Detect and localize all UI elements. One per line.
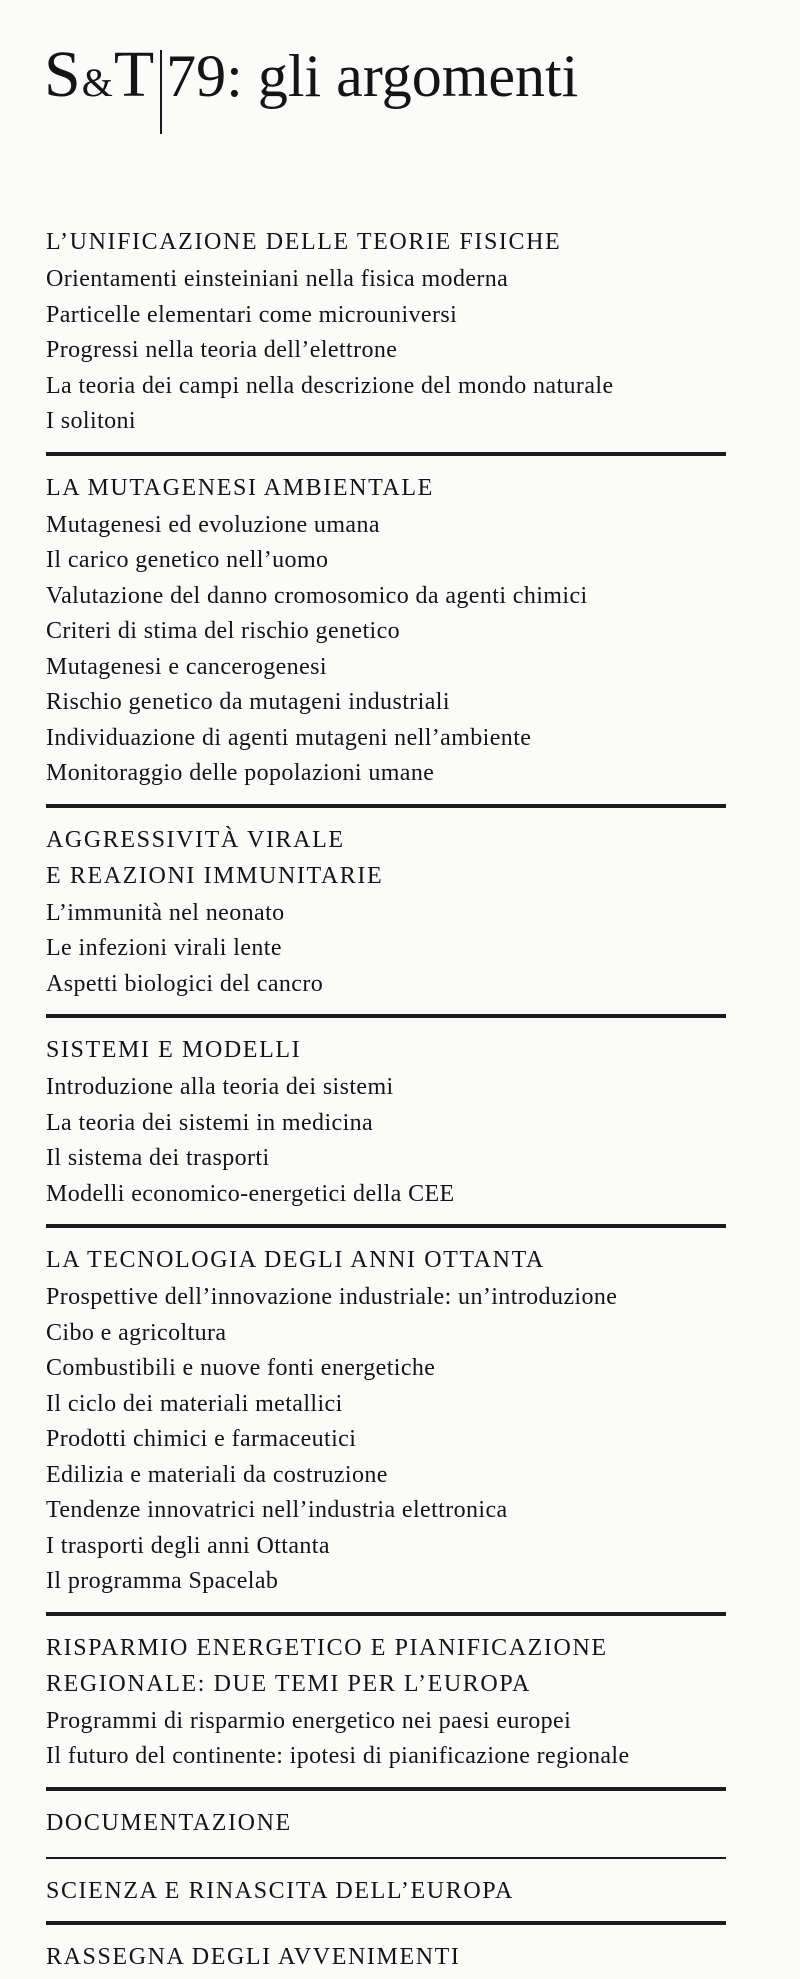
- section-item: Il programma Spacelab: [46, 1568, 279, 1594]
- masthead-divider: [160, 50, 162, 134]
- section-item: Aspetti biologici del cancro: [46, 970, 324, 997]
- masthead-s: S: [44, 38, 81, 111]
- section-item: La teoria dei sistemi in medicina: [46, 1109, 374, 1136]
- section-item: I solitoni: [46, 408, 137, 434]
- topic-section: [46, 1805, 726, 1841]
- section-title: SCIENZA E RINASCITA DELL’EUROPA: [46, 1877, 514, 1904]
- section-title: LA MUTAGENESI AMBIENTALE: [46, 474, 434, 501]
- section-divider: [46, 804, 726, 808]
- section-item: Combustibili e nuove fonti energetiche: [46, 1355, 436, 1381]
- section-item: Individuazione di agenti mutageni nell’ambiente: [46, 724, 532, 751]
- section-item: Monitoraggio delle popolazioni umane: [46, 760, 435, 786]
- section-item: Progressi nella teoria dell’elettrone: [46, 337, 398, 363]
- topic-section: [46, 822, 726, 1003]
- masthead: [44, 38, 579, 126]
- section-item: Edilizia e materiali da costruzione: [46, 1461, 388, 1488]
- section-title: DOCUMENTAZIONE: [46, 1809, 292, 1836]
- section-title: L’UNIFICAZIONE DELLE TEORIE FISICHE: [46, 229, 562, 255]
- section-item: Valutazione del danno cromosomico da agenti chimici: [46, 582, 588, 609]
- section-title: RISPARMIO ENERGETICO E PIANIFICAZIONE: [46, 1634, 608, 1661]
- topic-section: [46, 224, 726, 440]
- section-title: RASSEGNA DEGLI AVVENIMENTI: [46, 1943, 461, 1970]
- section-title: E REAZIONI IMMUNITARIE: [46, 862, 384, 889]
- masthead-number: 79: [166, 43, 227, 109]
- section-divider: [46, 1787, 726, 1791]
- section-divider: [46, 1014, 726, 1018]
- section-item: I trasporti degli anni Ottanta: [46, 1532, 330, 1559]
- section-item: Particelle elementari come microuniversi: [46, 301, 458, 328]
- section-item: Criteri di stima del rischio genetico: [46, 618, 401, 644]
- section-item: Tendenze innovatrici nell’industria elettronica: [46, 1497, 508, 1523]
- section-item: Introduzione alla teoria dei sistemi: [46, 1074, 394, 1100]
- section-item: Mutagenesi e cancerogenesi: [46, 653, 327, 680]
- section-item: Cibo e agricoltura: [46, 1319, 227, 1346]
- section-item: Le infezioni virali lente: [46, 935, 282, 961]
- section-item: Programmi di risparmio energetico nei paesi europei: [46, 1707, 572, 1734]
- section-item: Rischio genetico da mutageni industriali: [46, 689, 450, 715]
- topic-section: [46, 1873, 726, 1909]
- section-divider: [46, 452, 726, 456]
- section-item: Mutagenesi ed evoluzione umana: [46, 511, 380, 538]
- section-divider: [46, 1224, 726, 1228]
- section-item: L’immunità nel neonato: [46, 899, 285, 926]
- topic-section: [46, 1032, 726, 1212]
- masthead-subtitle: : gli argomenti: [226, 43, 579, 109]
- section-title: SISTEMI E MODELLI: [46, 1037, 302, 1063]
- topic-section: [46, 1939, 726, 1975]
- topic-section: [46, 470, 726, 792]
- section-item: Il futuro del continente: ipotesi di pianificazione regionale: [46, 1743, 630, 1769]
- section-item: La teoria dei campi nella descrizione del mondo naturale: [46, 372, 614, 399]
- section-item: Il sistema dei trasporti: [46, 1145, 270, 1171]
- section-divider: [46, 1857, 726, 1859]
- masthead-t: T: [113, 38, 155, 111]
- section-item: Il carico genetico nell’uomo: [46, 547, 329, 573]
- section-item: Orientamenti einsteiniani nella fisica moderna: [46, 266, 509, 292]
- section-title: REGIONALE: DUE TEMI PER L’EUROPA: [46, 1670, 531, 1697]
- section-item: Il ciclo dei materiali metallici: [46, 1390, 343, 1417]
- topic-section: [46, 1242, 726, 1600]
- section-divider: [46, 1921, 726, 1925]
- section-title: LA TECNOLOGIA DEGLI ANNI OTTANTA: [46, 1247, 545, 1273]
- topics-list: [46, 224, 726, 1975]
- section-divider: [46, 1612, 726, 1616]
- masthead-ampersand: &: [81, 60, 113, 105]
- section-title: AGGRESSIVITÀ VIRALE: [46, 826, 345, 853]
- section-item: Modelli economico-energetici della CEE: [46, 1180, 455, 1207]
- section-item: Prospettive dell’innovazione industriale: un’introduzione: [46, 1284, 618, 1310]
- section-item: Prodotti chimici e farmaceutici: [46, 1426, 357, 1452]
- topic-section: [46, 1630, 726, 1775]
